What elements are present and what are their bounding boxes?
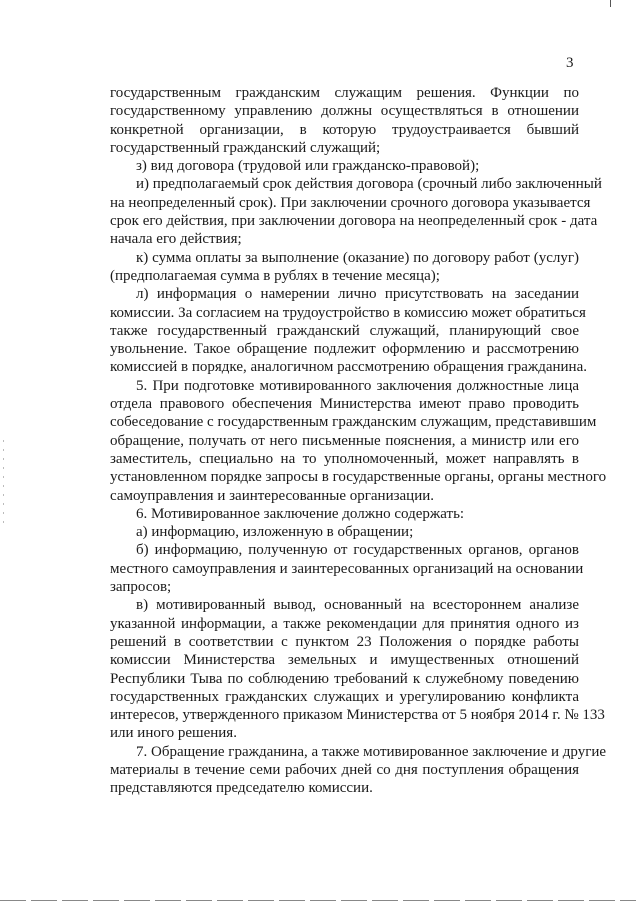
text-line: материалы в течение семи рабочих дней со дня поступления обращения — [110, 761, 579, 778]
text-line: в) мотивированный вывод, основанный на всестороннем анализе — [136, 597, 579, 614]
text-line: к) сумма оплаты за выполнение (оказание) по договору работ (услуг) — [136, 249, 579, 266]
text-line: запросов; — [110, 579, 172, 596]
text-line: самоуправления и заинтересованные организации. — [110, 487, 435, 504]
text-line: государственный гражданский служащий; — [110, 139, 381, 156]
text-line: указанной информации, а также рекомендации для принятия одного из — [110, 615, 579, 632]
text-line: комиссии Министерства земельных и имущественных отношений — [110, 652, 579, 669]
text-line: 7. Обращение гражданина, а также мотивированное заключение и другие — [136, 743, 607, 760]
text-line: интересов, утвержденного приказом Министерства от 5 ноября 2014 г. № 133 — [110, 707, 605, 724]
text-line: установленном порядке запросы в государственные органы, органы местного — [110, 469, 607, 486]
text-line: представляются председателю комиссии. — [110, 780, 373, 797]
paragraph — [110, 377, 607, 505]
text-line: на неопределенный срок). При заключении срочного договора указывается — [110, 194, 591, 211]
paragraph — [110, 596, 605, 742]
text-line: и) предполагаемый срок действия договора (срочный либо заключенный — [136, 176, 602, 193]
paragraph — [110, 523, 579, 541]
text-line: з) вид договора (трудовой или гражданско-правовой); — [136, 158, 480, 175]
page-number: 3 — [566, 55, 574, 71]
text-line: (предполагаемая сумма в рублях в течение месяца); — [110, 267, 440, 284]
text-line: собеседование с государственным гражданским служащим, представившим — [110, 414, 597, 431]
text-line: начала его действия; — [110, 231, 242, 248]
text-line: а) информацию, изложенную в обращении; — [136, 524, 414, 541]
text-line: срок его действия, при заключении договора на неопределенный срок - дата — [110, 213, 598, 230]
paragraph — [110, 157, 579, 175]
text-line: л) информация о намерении лично присутствовать на заседании — [136, 286, 579, 303]
text-line: 6. Мотивированное заключение должно содержать: — [136, 505, 465, 522]
text-line: решений в соответствии с пунктом 23 Положения о порядке работы — [110, 633, 579, 650]
text-line: комиссии. За согласием на трудоустройство в комиссию может обратиться — [110, 304, 586, 321]
paragraph — [110, 541, 584, 596]
text-line: государственным гражданским служащим решения. Функции по — [110, 85, 579, 101]
text-line: также государственный гражданский служащий, планирующий свое — [110, 322, 579, 339]
text-line: обращение, получать от него письменные пояснения, а министр или его — [110, 432, 579, 449]
document-body — [110, 84, 607, 798]
text-line: государственных гражданских служащих и урегулированию конфликта — [110, 688, 579, 705]
text-line: государственному управлению должны осуществляться в отношении — [110, 103, 579, 120]
text-line: местного самоуправления и заинтересованных организаций на основании — [110, 560, 584, 577]
text-line: Республики Тыва по соблюдению требований к служебному поведению — [110, 670, 579, 687]
text-line: увольнение. Такое обращение подлежит оформлению и рассмотрению — [110, 341, 579, 358]
paragraph — [110, 249, 579, 286]
scan-edge-mark — [610, 0, 611, 7]
scan-side-marks — [3, 440, 4, 530]
text-line: б) информацию, полученную от государственных органов, органов — [136, 542, 579, 559]
text-line: или иного решения. — [110, 725, 237, 742]
text-line: комиссией в порядке, аналогичном рассмотрению обращения гражданина. — [110, 359, 587, 376]
text-line: заместитель, специально на то уполномоченный, может направлять в — [110, 450, 579, 467]
paragraph — [110, 84, 579, 157]
text-line: конкретной организации, в которую трудоустраивается бывший — [110, 121, 579, 138]
paragraph — [110, 175, 602, 248]
text-line: 5. При подготовке мотивированного заключения должностные лица — [136, 377, 579, 394]
paragraph — [110, 743, 607, 798]
text-line: отдела правового обеспечения Министерства имеют право проводить — [110, 396, 579, 413]
scan-bottom-edge — [0, 900, 636, 901]
paragraph — [110, 505, 579, 523]
paragraph — [110, 285, 587, 376]
